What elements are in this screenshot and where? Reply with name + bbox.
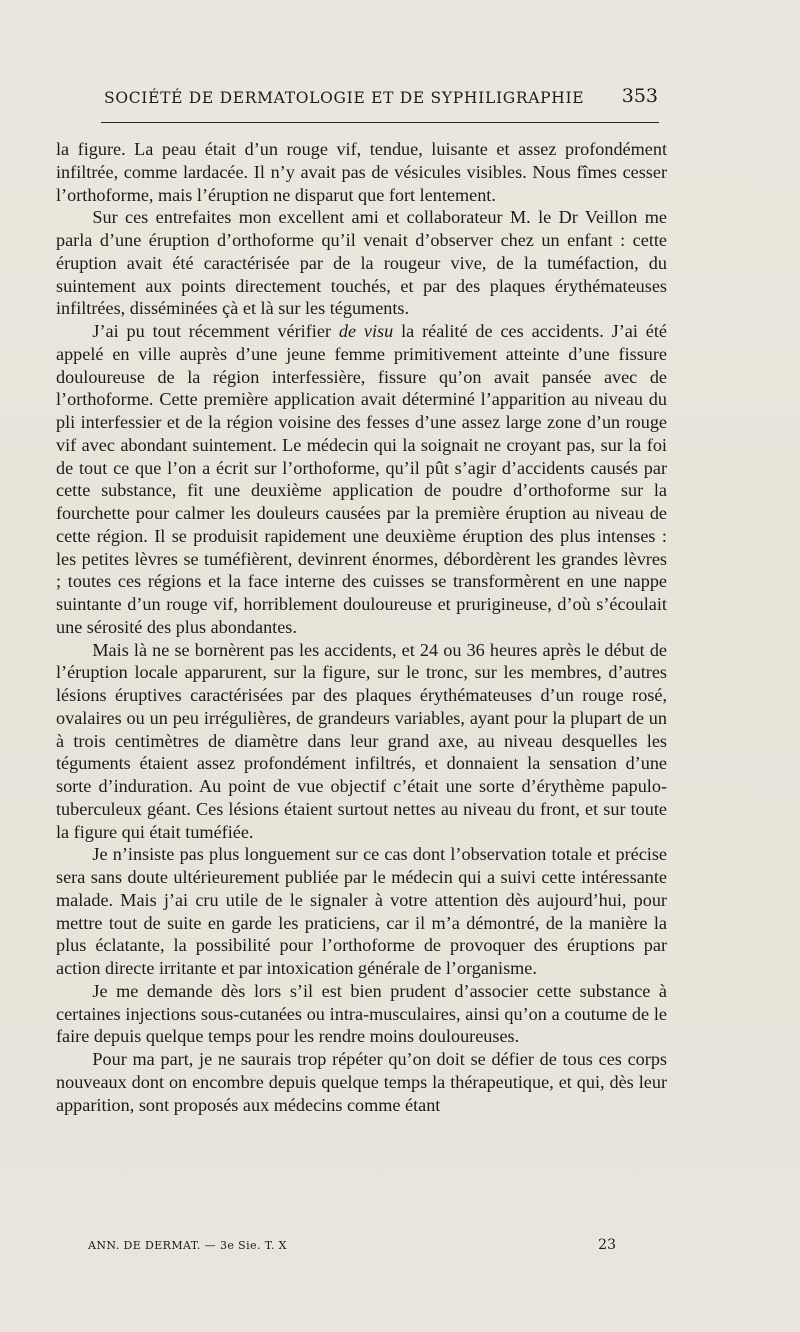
paragraph-3-rest: la réalité de ces accidents. J’ai été appelé en ville auprès d’une jeune femme primitivement atteinte d’une fissure douloureuse de la région interfessière, fissure qu’on avait pansée avec de l’orthoforme. Cette première application avait déterminé l’apparition au niveau du pli interfessier et de la région voisine des fesses d’une assez large zone d’un rouge vif avec abondant suintement. Le médecin qui la soignait ne croyant pas, sur la foi de tout ce que l’on a écrit sur l’orthoforme, qu’il pût s’agir d’accidents causés par cette substance, fit une deuxième application de poudre d’orthoforme sur la fourchette pour calmer les douleurs causées par la première éruption au niveau de cette région. Il se produisit rapidement une deuxième éruption des plus intenses : les petites lèvres se tuméfièrent, devinrent énormes, débordèrent les grandes lèvres ; toutes ces régions et la face interne des cuisses se transformèrent en une nappe suintante d’un rouge vif, horriblement douloureuse et prurigineuse, d’où s’écoulait une sérosité des plus abondantes.: [56, 321, 668, 637]
header-rule: [101, 122, 659, 123]
italic-phrase: de visu: [338, 321, 394, 341]
paragraph-4: Mais là ne se bornèrent pas les accidents, et 24 ou 36 heures après le début de l’éruption locale apparurent, sur la figure, sur le tronc, sur les membres, d’autres lésions éruptives caractérisées par des plaques érythémateuses d’un rouge rosé, ovalaires ou un peu irrégulières, de grandeurs variables, ayant pour la plupart de un à trois centimètres de diamètre dans leur grand axe, au niveau desquelles les téguments étaient assez profondément infiltrés, et donnaient la sensation d’une sorte d’induration. Au point de vue objectif c’était une sorte d’érythème papulo-tuberculeux géant. Ces lésions étaient surtout nettes au niveau du front, et sur toute la figure qui était tuméfiée.: [56, 639, 667, 842]
paragraph-3-start: J’ai pu tout récemment vérifier: [92, 321, 339, 341]
page-footer: [88, 1237, 616, 1255]
paragraph-3: [56, 320, 667, 639]
page-number: 353: [621, 85, 658, 107]
running-title: SOCIÉTÉ DE DERMATOLOGIE ET DE SYPHILIGRAPHIE: [104, 89, 585, 107]
article-body: [56, 138, 667, 1116]
running-head: [104, 86, 658, 110]
journal-reference: ANN. DE DERMAT. — 3e Sie. T. X: [88, 1239, 287, 1252]
paragraph-1: la figure. La peau était d’un rouge vif, tendue, luisante et assez profondément infiltrée, comme lardacée. Il n’y avait pas de vésicules visibles. Nous fîmes cesser l’orthoforme, mais l’éruption ne disparut que fort lentement.: [56, 139, 667, 205]
paragraph-2: Sur ces entrefaites mon excellent ami et collaborateur M. le Dr Veillon me parla d’une éruption d’orthoforme qu’il venait d’observer chez un enfant : cette éruption avait été caractérisée par de la rougeur vive, de la tuméfaction, du suintement aux points directement touchés, et par des plaques érythémateuses infiltrées, disséminées çà et là sur les téguments.: [56, 207, 667, 319]
signature-number: 23: [598, 1237, 616, 1253]
paragraph-7: Pour ma part, je ne saurais trop répéter qu’on doit se défier de tous ces corps nouveaux dont on encombre depuis quelque temps la thérapeutique, et qui, dès leur apparition, sont proposés aux médecins comme étant: [56, 1049, 667, 1115]
paragraph-5: Je n’insiste pas plus longuement sur ce cas dont l’observation totale et précise sera sans doute ultérieurement publiée par le médecin qui a suivi cette intéressante malade. Mais j’ai cru utile de le signaler à votre attention dès aujourd’hui, pour mettre tout de suite en garde les praticiens, car il m’a démontré, de la manière la plus éclatante, la possibilité pour l’orthoforme de provoquer des éruptions par action directe irritante et par intoxication générale de l’organisme.: [56, 844, 667, 978]
paragraph-6: Je me demande dès lors s’il est bien prudent d’associer cette substance à certaines injections sous-cutanées ou intra-musculaires, ainsi qu’on a coutume de le faire depuis quelque temps pour les rendre moins douloureuses.: [56, 980, 667, 1047]
